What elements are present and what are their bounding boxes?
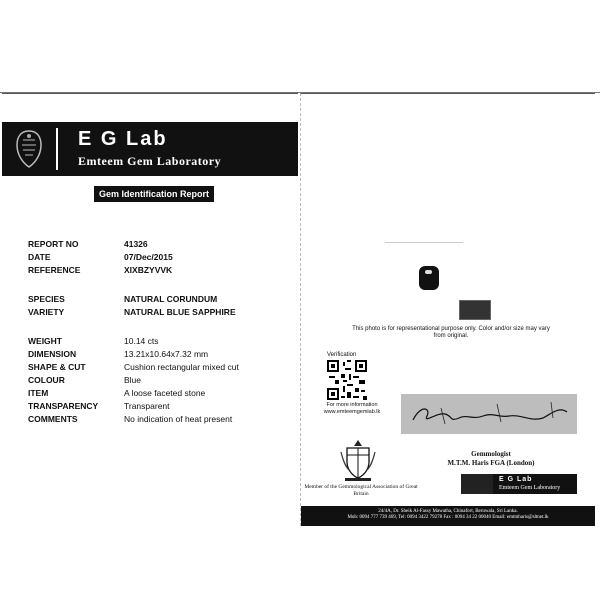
field-label: REFERENCE bbox=[28, 265, 81, 275]
field-value: Blue bbox=[124, 375, 142, 385]
field-value: NATURAL CORUNDUM bbox=[124, 294, 218, 304]
more-info-link[interactable]: For more information www.emteemgemlab.lk bbox=[323, 402, 381, 415]
field-label: SHAPE & CUT bbox=[28, 362, 86, 372]
lab-crest-icon bbox=[12, 128, 46, 170]
field-label: DATE bbox=[28, 252, 51, 262]
report-card-front bbox=[2, 93, 298, 526]
gemmologist-block bbox=[421, 450, 561, 468]
signature-icon bbox=[401, 394, 577, 434]
report-card-back bbox=[300, 93, 595, 526]
field-label: REPORT NO bbox=[28, 239, 79, 249]
report-title: Gem Identification Report bbox=[94, 186, 214, 202]
field-value: Transparent bbox=[124, 401, 170, 411]
logo-brand: E G Lab bbox=[499, 476, 533, 483]
gemmological-association-crest-icon bbox=[339, 438, 377, 482]
field-label: COLOUR bbox=[28, 375, 65, 385]
field-label: VARIETY bbox=[28, 307, 65, 317]
header-divider bbox=[56, 128, 58, 170]
logo-subtitle: Emteem Gem Laboratory bbox=[499, 485, 561, 491]
field-value: 10.14 cts bbox=[124, 336, 159, 346]
field-value: 13.21x10.64x7.32 mm bbox=[124, 349, 209, 359]
lab-logo-badge bbox=[461, 474, 577, 494]
field-value: A loose faceted stone bbox=[124, 388, 206, 398]
verification-label: Verification bbox=[327, 352, 357, 358]
qr-code-icon[interactable] bbox=[327, 360, 367, 400]
field-value: 07/Dec/2015 bbox=[124, 252, 173, 262]
field-label: TRANSPARENCY bbox=[28, 401, 99, 411]
lab-brand-name: E G Lab bbox=[78, 128, 168, 150]
field-value: 41326 bbox=[124, 239, 148, 249]
address-footer bbox=[301, 506, 595, 526]
gem-highlight bbox=[425, 270, 432, 274]
field-label: DIMENSION bbox=[28, 349, 77, 359]
gemmologist-title: Gemmologist bbox=[471, 450, 511, 458]
field-value: XIXBZYVVK bbox=[124, 265, 173, 275]
photo-disclaimer: This photo is for representational purpose only. Color and/or size may vary from original. bbox=[352, 326, 550, 339]
association-membership: Member of the Gemmological Association of Great Britain bbox=[304, 484, 418, 497]
field-value: Cushion rectangular mixed cut bbox=[124, 362, 239, 372]
hologram-stamp bbox=[459, 300, 491, 320]
field-label: WEIGHT bbox=[28, 336, 62, 346]
gemmologist-name: M.T.M. Haris FGA (London) bbox=[447, 459, 535, 467]
field-value: NATURAL BLUE SAPPHIRE bbox=[124, 307, 236, 317]
field-label: ITEM bbox=[28, 388, 49, 398]
field-label: SPECIES bbox=[28, 294, 65, 304]
logo-emblem bbox=[461, 474, 493, 494]
lab-header bbox=[2, 122, 298, 176]
footer-address: 24/4A, Dr. Sheik Al-Fassy Mawatha, Chinafort, Beruwala, Sri Lanka. bbox=[378, 509, 518, 514]
field-label: COMMENTS bbox=[28, 414, 78, 424]
field-value: No indication of heat present bbox=[124, 414, 233, 424]
lab-full-name: Emteem Gem Laboratory bbox=[78, 154, 222, 168]
footer-contacts: Mob: 0094 777 739 469, Tel: 0094 3422 79278 Fax : 0094 34 22 00040 Email: emtmharis@sltnet.lk bbox=[347, 515, 549, 520]
